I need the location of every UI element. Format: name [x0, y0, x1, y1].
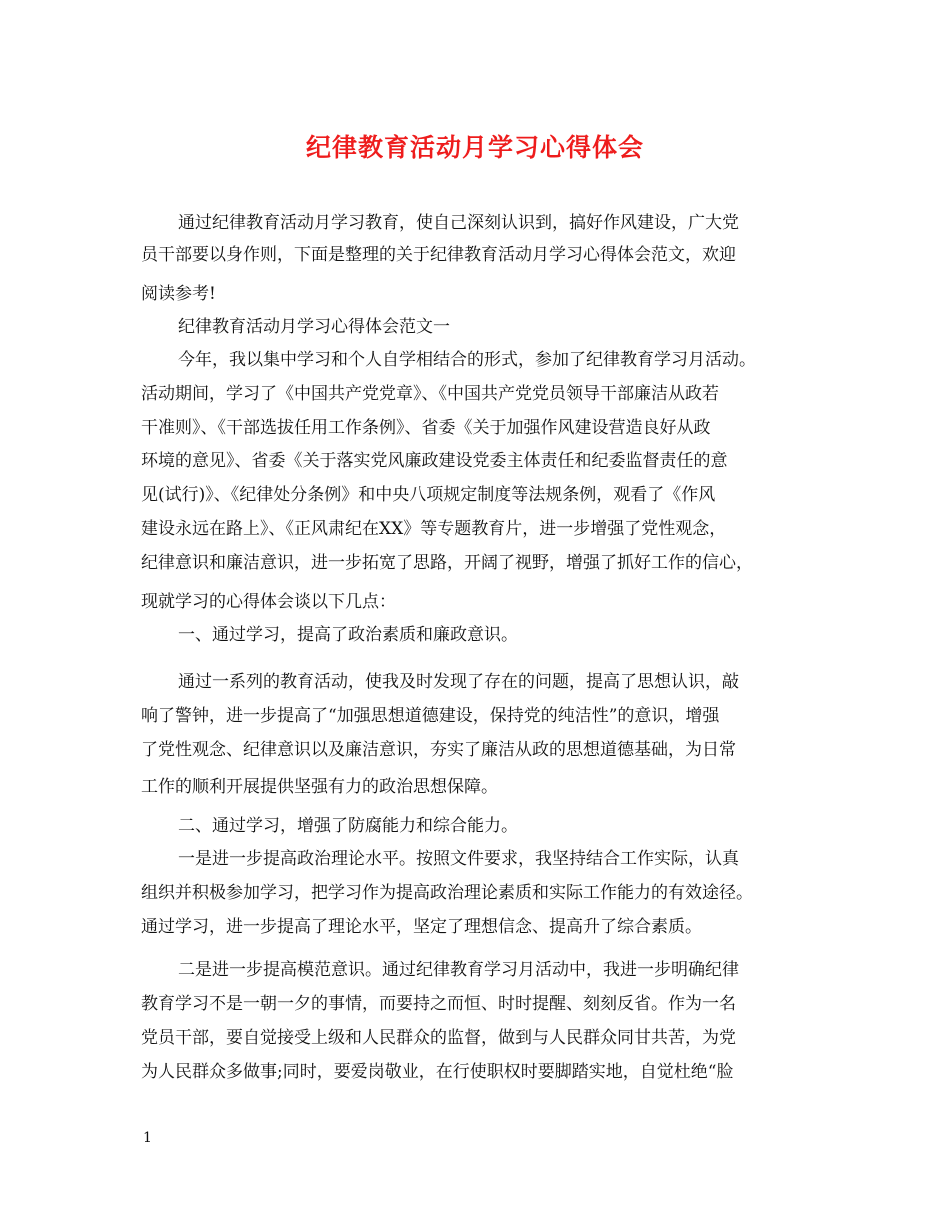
text-line: 阅读参考! [141, 284, 216, 304]
document-title: 纪律教育活动月学习心得体会 [305, 133, 644, 162]
text-line: 环境的意见》、省委《关于落实党风廉政建设党委主体责任和纪委监督责任的意 [141, 451, 728, 471]
text-line: 通过学习，进一步提高了理论水平，坚定了理想信念、提高升了综合素质。 [141, 917, 702, 937]
text-line: 纪律意识和廉洁意识，进一步拓宽了思路，开阔了视野，增强了抓好工作的信心， [141, 553, 753, 573]
text-line: 工作的顺利开展提供坚强有力的政治思想保障。 [141, 777, 498, 797]
text-line: 今年，我以集中学习和个人自学相结合的形式，参加了纪律教育学习月活动。 [178, 350, 756, 370]
text-line: 干准则》、《干部选拔任用工作条例》、省委《关于加强作风建设营造良好从政 [141, 418, 711, 438]
text-line: 活动期间，学习了《中国共产党党章》、《中国共产党党员领导干部廉洁从政若 [141, 384, 719, 404]
text-line: 通过一系列的教育活动，使我及时发现了存在的问题，提高了思想认识，敲 [178, 672, 739, 692]
text-line: 组织并积极参加学习，把学习作为提高政治理论素质和实际工作能力的有效途径。 [141, 883, 753, 903]
page-number: 1 [143, 1130, 152, 1146]
text-line: 二是进一步提高模范意识。通过纪律教育学习月活动中，我进一步明确纪律 [178, 960, 739, 980]
text-line: 员干部要以身作则，下面是整理的关于纪律教育活动月学习心得体会范文，欢迎 [141, 245, 736, 265]
text-line: 现就学习的心得体会谈以下几点： [141, 592, 396, 612]
text-line: 为人民群众多做事;同时，要爱岗敬业，在行使职权时要脚踏实地，自觉杜绝“脸 [141, 1062, 734, 1082]
text-line: 建设永远在路上》、《正风肃纪在XX》等专题教育片，进一步增强了党性观念， [141, 519, 727, 539]
text-line: 通过纪律教育活动月学习教育，使自己深刻认识到，搞好作风建设，广大党 [178, 213, 739, 233]
text-line: 一、通过学习，提高了政治素质和廉政意识。 [178, 625, 518, 645]
text-line: 二、通过学习，增强了防腐能力和综合能力。 [178, 816, 518, 836]
text-line: 响了警钟，进一步提高了“加强思想道德建设，保持党的纯洁性”的意识，增强 [141, 706, 720, 726]
text-line: 党员干部，要自觉接受上级和人民群众的监督，做到与人民群众同甘共苦，为党 [141, 1028, 736, 1048]
text-line: 教育学习不是一朝一夕的事情，而要持之而恒、时时提醒、刻刻反省。作为一名 [141, 994, 736, 1014]
text-line: 一是进一步提高政治理论水平。按照文件要求，我坚持结合工作实际，认真 [178, 849, 739, 869]
text-line: 见(试行)》、《纪律处分条例》和中央八项规定制度等法规条例，观看了《作风 [141, 485, 716, 505]
text-line: 了党性观念、纪律意识以及廉洁意识，夯实了廉洁从政的思想道德基础，为日常 [141, 740, 736, 760]
text-line: 纪律教育活动月学习心得体会范文一 [178, 317, 450, 337]
